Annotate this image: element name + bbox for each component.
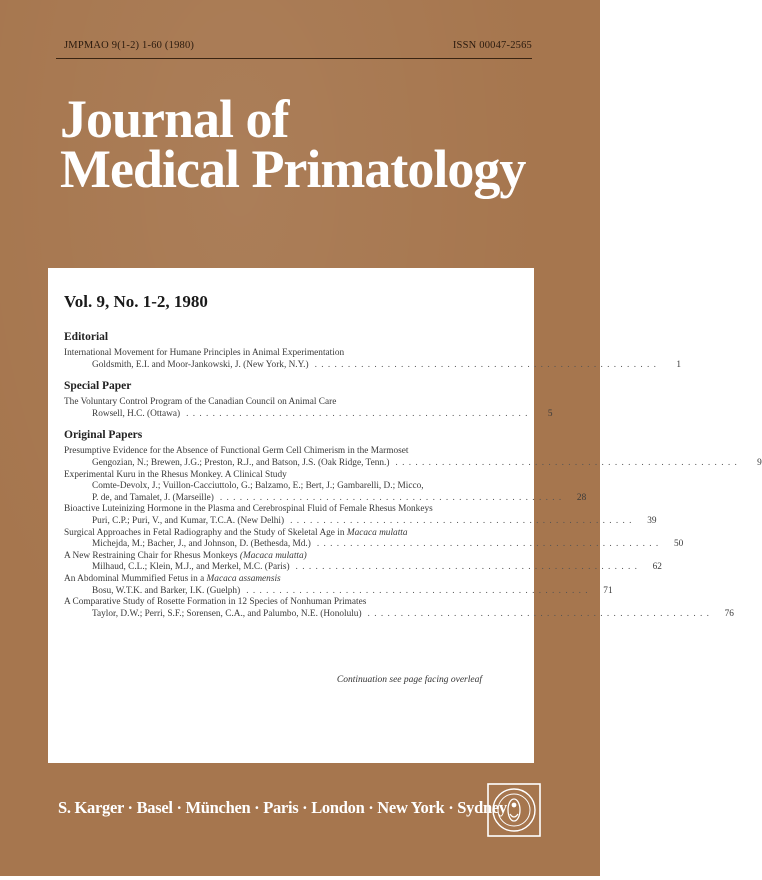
entry-title: Experimental Kuru in the Rhesus Monkey. A Clinical Study	[64, 469, 287, 480]
entry-authors-line	[64, 408, 553, 421]
entry-authors: Milhaud, C.L.; Klein, M.J., and Merkel, M.C. (Paris)	[92, 562, 290, 573]
journal-code: JMPMAO 9(1-2) 1-60 (1980)	[64, 40, 195, 51]
dot-leader: . . . . . . . . . . . . . . . . . . . . . . . . . . . . . . . . . . . . . . . . . . . . . . . . . . . .	[367, 608, 710, 619]
entry-title: Bioactive Luteinizing Hormone in the Plasma and Cerebrospinal Fluid of Female Rhesus Monkeys	[64, 504, 433, 515]
entry-authors: Puri, C.P.; Puri, V., and Kumar, T.C.A. (New Delhi)	[92, 515, 285, 526]
continuation-note: Continuation see page facing overleaf	[336, 675, 482, 685]
toc-entry	[64, 469, 587, 505]
entry-authors: Gengozian, N.; Brewen, J.G.; Preston, R.J., and Batson, J.S. (Oak Ridge, Tenn.)	[92, 457, 390, 468]
toc-entry	[64, 397, 553, 420]
dot-leader: . . . . . . . . . . . . . . . . . . . . . . . . . . . . . . . . . . . . . . . . . . . . . . . . . . . .	[295, 562, 638, 573]
entry-title-text: An Abdominal Mummified Fetus in a	[64, 573, 207, 584]
section-heading-editorial: Editorial	[64, 331, 109, 343]
entry-authors: P. de, and Tamalet, J. (Marseille)	[92, 492, 214, 503]
entry-authors-line	[64, 492, 587, 505]
title-line-1: Journal of	[60, 89, 289, 149]
species-name: (Macaca mulatta)	[239, 550, 307, 561]
section-heading-special: Special Paper	[64, 380, 132, 393]
toc-entry	[64, 597, 734, 620]
entry-authors-line	[64, 539, 684, 551]
entry-page: 28	[576, 492, 587, 503]
species-name: Macaca assamensis	[206, 573, 281, 584]
entry-page: 50	[673, 539, 684, 550]
dot-leader: . . . . . . . . . . . . . . . . . . . . . . . . . . . . . . . . . . . . . . . . . . . . . . . . . . . .	[186, 408, 529, 419]
dot-leader: . . . . . . . . . . . . . . . . . . . . . . . . . . . . . . . . . . . . . . . . . . . . . . . . . . . .	[219, 492, 563, 503]
entry-page: 71	[603, 585, 613, 596]
entry-authors: Goldsmith, E.I. and Moor-Jankowski, J. (New York, N.Y.)	[92, 359, 309, 370]
table-of-contents	[64, 330, 762, 620]
entry-title	[64, 528, 522, 540]
entry-title: Presumptive Evidence for the Absence of Functional Germ Cell Chimerism in the Marmoset	[64, 446, 409, 457]
dot-leader: . . . . . . . . . . . . . . . . . . . . . . . . . . . . . . . . . . . . . . . . . . . . . . . . . . . .	[395, 457, 738, 468]
toc-entry	[64, 348, 681, 371]
entry-authors: Bosu, W.T.K. and Barker, I.K. (Guelph)	[92, 585, 241, 596]
volume-info: Vol. 9, No. 1-2, 1980	[64, 292, 208, 311]
toc-entry	[64, 573, 613, 597]
toc-entry	[64, 550, 662, 574]
entry-title-text: A New Restraining Chair for Rhesus Monkeys	[64, 550, 240, 561]
entry-authors-line	[64, 457, 762, 470]
entry-page: 9	[757, 457, 762, 468]
entry-authors-line	[64, 359, 681, 372]
species-name: Macaca mulatta	[346, 527, 408, 538]
entry-title	[64, 574, 522, 586]
entry-page: 76	[724, 608, 734, 619]
toc-entry	[64, 504, 657, 527]
issn: ISSN 00047-2565	[452, 40, 532, 51]
entry-authors: Michejda, M.; Bacher, J., and Johnson, D. (Bethesda, Md.)	[92, 539, 311, 550]
dot-leader: . . . . . . . . . . . . . . . . . . . . . . . . . . . . . . . . . . . . . . . . . . . . . . . . . . . .	[290, 515, 633, 526]
dot-leader: . . . . . . . . . . . . . . . . . . . . . . . . . . . . . . . . . . . . . . . . . . . . . . . . . . . .	[246, 585, 589, 596]
title-line-2: Medical Primatology	[60, 139, 526, 199]
entry-title: A Comparative Study of Rosette Formation in 12 Species of Nonhuman Primates	[64, 597, 367, 608]
entry-page: 1	[676, 359, 681, 370]
entry-title-text: Surgical Approaches in Fetal Radiography and the Study of Skeletal Age in	[64, 527, 347, 538]
entry-authors: Comte-Devolx, J.; Vuillon-Cacciuttolo, G.; Balzamo, E.; Bert, J.; Gambarelli, D.; Micco,	[92, 481, 424, 492]
karger-seal-icon	[486, 782, 542, 838]
entry-title	[64, 551, 522, 563]
entry-authors-line	[64, 608, 734, 621]
publisher-line: S. Karger · Basel · München · Paris · London · New York · Sydney	[58, 798, 507, 817]
dot-leader: . . . . . . . . . . . . . . . . . . . . . . . . . . . . . . . . . . . . . . . . . . . . . . . . . . . .	[316, 539, 660, 550]
header-line	[64, 40, 532, 51]
section-heading-original: Original Papers	[64, 429, 143, 442]
entry-title: The Voluntary Control Program of the Canadian Council on Animal Care	[64, 397, 337, 408]
contents-panel	[48, 268, 762, 763]
toc-entry	[64, 527, 684, 551]
entry-authors-line	[64, 585, 613, 598]
entry-authors: Taylor, D.W.; Perri, S.F.; Sorensen, C.A., and Palumbo, N.E. (Honolulu)	[92, 608, 362, 619]
toc-entry	[64, 446, 762, 469]
entry-authors-line	[64, 562, 662, 574]
entry-authors: Rowsell, H.C. (Ottawa)	[92, 408, 181, 419]
entry-authors-line	[64, 515, 657, 528]
entry-page: 5	[547, 408, 553, 419]
dot-leader: . . . . . . . . . . . . . . . . . . . . . . . . . . . . . . . . . . . . . . . . . . . . . . . . . . . .	[314, 359, 657, 370]
journal-title	[60, 89, 526, 199]
entry-title: International Movement for Humane Principles in Animal Experimentation	[64, 348, 345, 358]
header-rule	[56, 58, 532, 59]
entry-page: 39	[647, 515, 657, 526]
entry-page: 62	[652, 562, 662, 573]
